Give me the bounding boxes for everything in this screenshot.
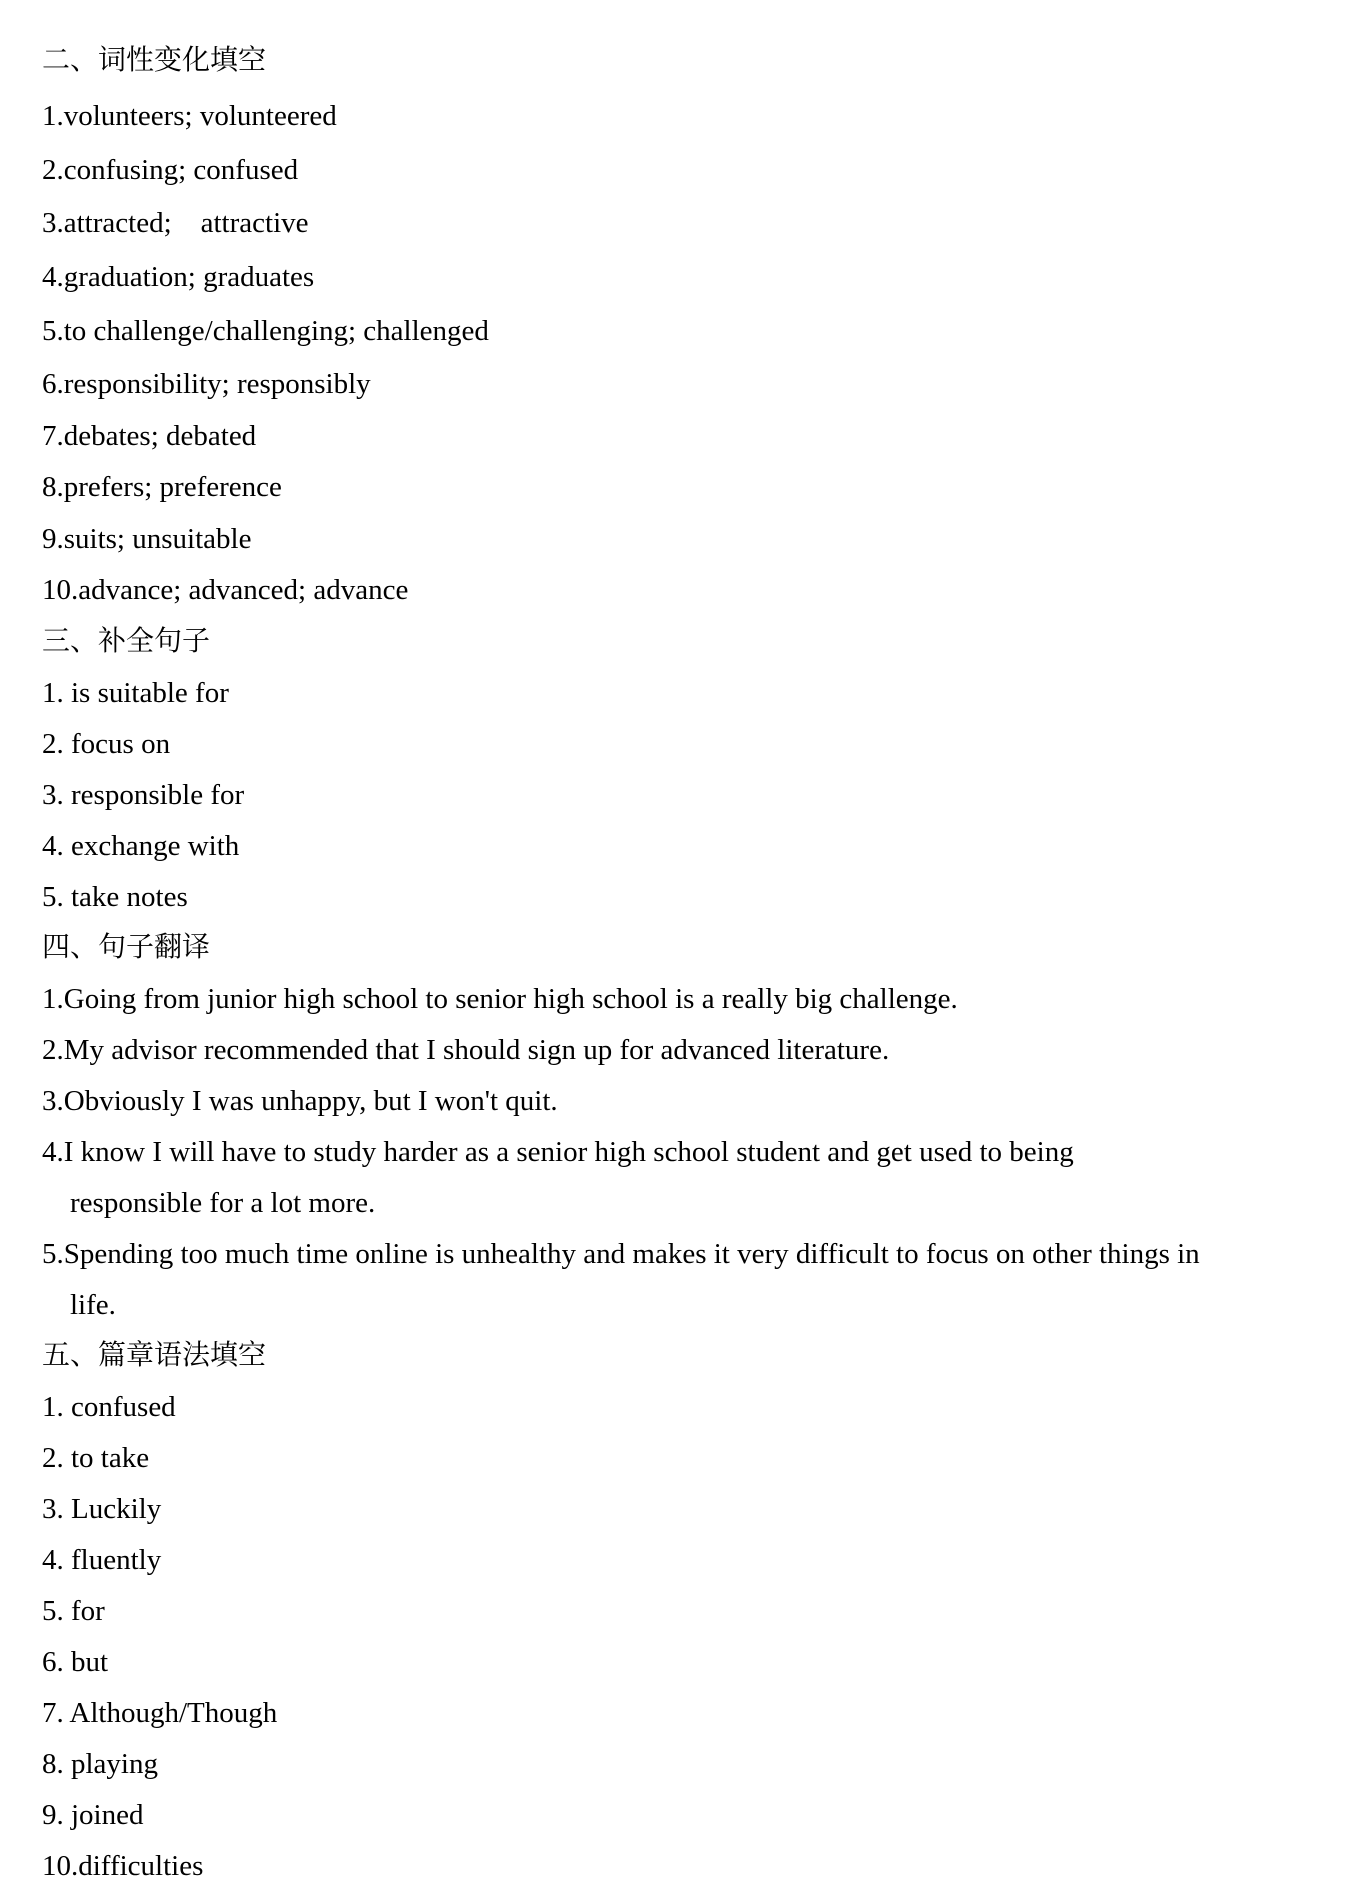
list-item: 9.suits; unsuitable xyxy=(42,523,252,555)
section-heading-translation: 四、句子翻译 xyxy=(42,930,211,963)
list-item: 3. Luckily xyxy=(42,1493,162,1525)
list-item: 7.debates; debated xyxy=(42,420,257,452)
list-item: 5. take notes xyxy=(42,881,188,913)
list-item-continuation: life. xyxy=(70,1289,116,1321)
list-item: 5.to challenge/challenging; challenged xyxy=(42,315,489,347)
list-item: 1. confused xyxy=(42,1391,176,1423)
section-heading-complete-sentences: 三、补全句子 xyxy=(42,624,211,657)
list-item: 5.Spending too much time online is unhealthy and makes it very difficult to focus on other things in xyxy=(42,1238,1200,1270)
list-item: 7. Although/Though xyxy=(42,1697,278,1729)
list-item: 6. but xyxy=(42,1646,109,1678)
list-item: 1. is suitable for xyxy=(42,677,229,709)
list-item: 8. playing xyxy=(42,1748,158,1780)
list-item: 4. fluently xyxy=(42,1544,162,1576)
list-item: 4. exchange with xyxy=(42,830,240,862)
list-item: 3.attracted; attractive xyxy=(42,207,309,239)
list-item: 1.Going from junior high school to senior high school is a really big challenge. xyxy=(42,983,958,1015)
list-item: 2.My advisor recommended that I should sign up for advanced literature. xyxy=(42,1034,890,1066)
list-item: 2. focus on xyxy=(42,728,171,760)
list-item: 2. to take xyxy=(42,1442,150,1474)
list-item: 6.responsibility; responsibly xyxy=(42,368,371,400)
list-item: 1.volunteers; volunteered xyxy=(42,100,337,132)
list-item: 10.advance; advanced; advance xyxy=(42,574,409,606)
list-item: 9. joined xyxy=(42,1799,144,1831)
section-heading-word-forms: 二、词性变化填空 xyxy=(42,43,267,76)
list-item: 2.confusing; confused xyxy=(42,154,299,186)
list-item: 10.difficulties xyxy=(42,1850,204,1882)
list-item: 3.Obviously I was unhappy, but I won't quit. xyxy=(42,1085,558,1117)
list-item-continuation: responsible for a lot more. xyxy=(70,1187,376,1219)
list-item: 4.I know I will have to study harder as a senior high school student and get used to being xyxy=(42,1136,1074,1168)
list-item: 5. for xyxy=(42,1595,105,1627)
section-heading-grammar-fill: 五、篇章语法填空 xyxy=(42,1338,267,1371)
list-item: 4.graduation; graduates xyxy=(42,261,315,293)
list-item: 3. responsible for xyxy=(42,779,245,811)
list-item: 8.prefers; preference xyxy=(42,471,282,503)
